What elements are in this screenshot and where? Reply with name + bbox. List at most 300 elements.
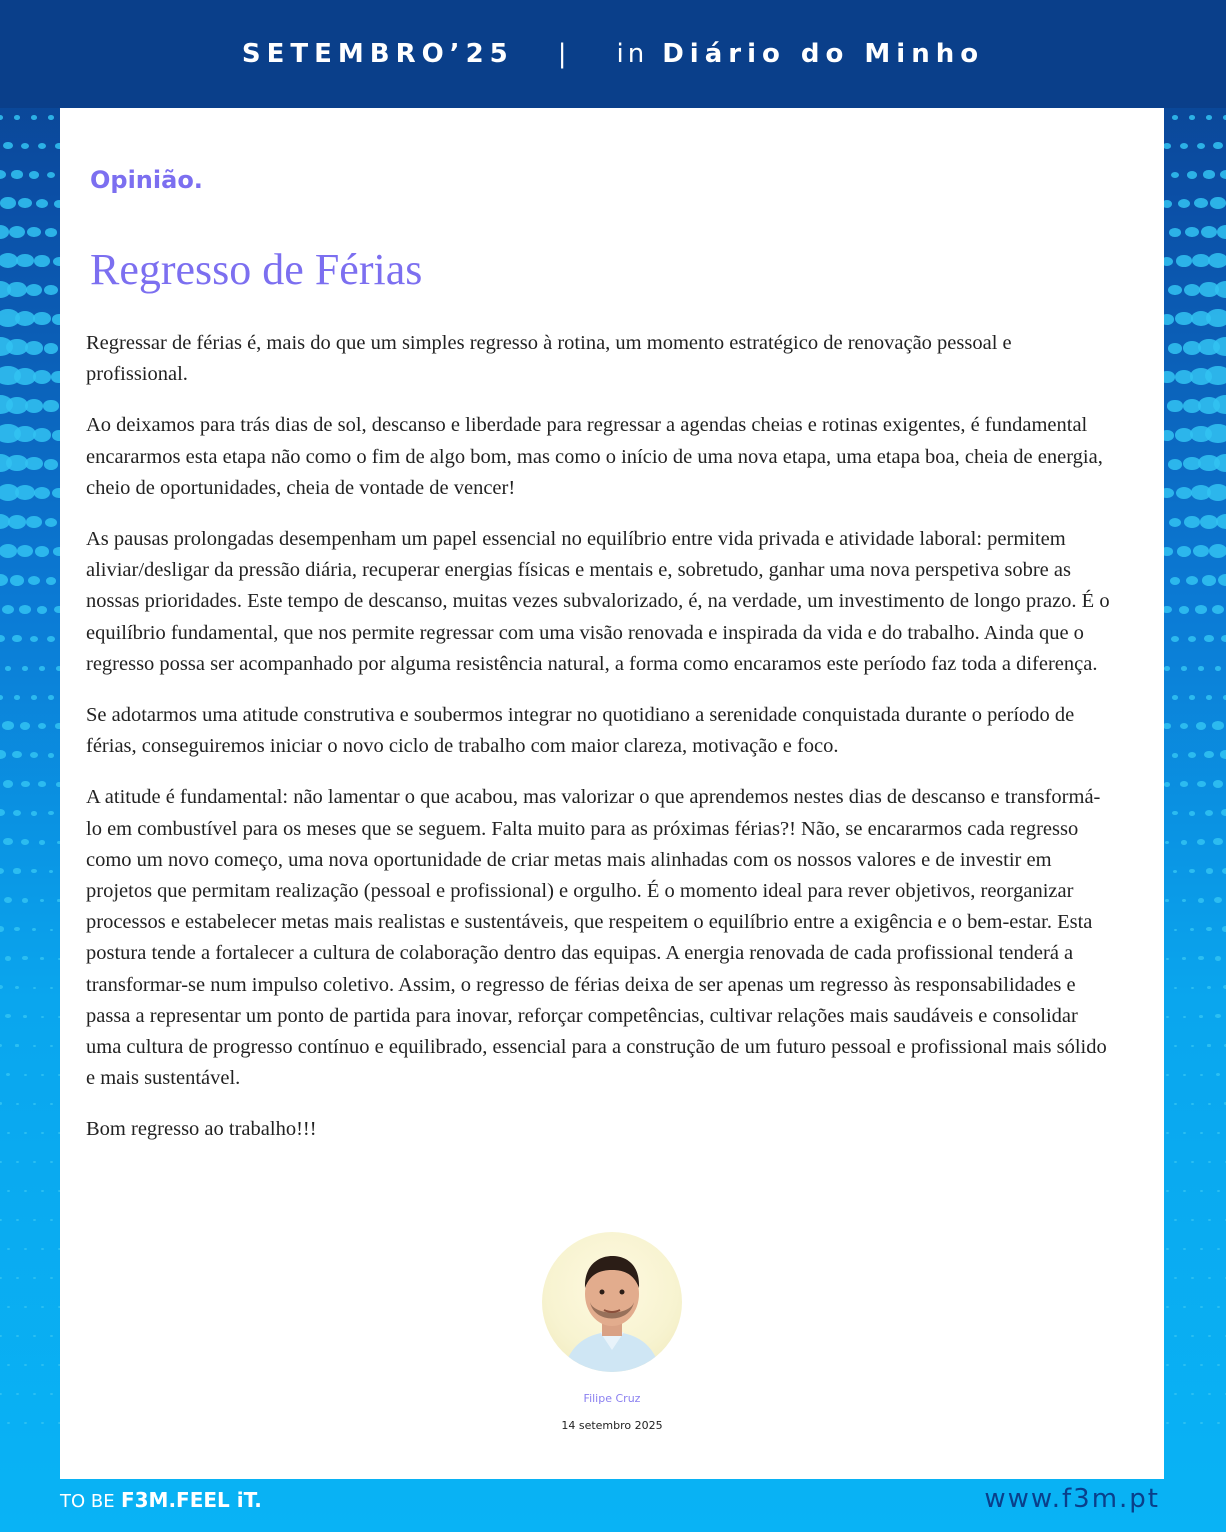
pattern-dot bbox=[2, 721, 14, 730]
pattern-dot bbox=[41, 1190, 44, 1192]
pattern-dot bbox=[39, 840, 45, 845]
pattern-dot bbox=[25, 341, 43, 355]
pattern-dot bbox=[50, 1277, 53, 1279]
pattern-dot bbox=[41, 1074, 44, 1076]
pattern-dot bbox=[1194, 198, 1208, 208]
pattern-dot bbox=[1184, 284, 1201, 296]
pattern-dot bbox=[1166, 1422, 1169, 1424]
pattern-dot bbox=[0, 926, 4, 931]
pattern-dot bbox=[22, 956, 27, 960]
pattern-dot bbox=[33, 1045, 36, 1047]
pattern-dot bbox=[26, 284, 43, 296]
pattern-dot bbox=[41, 1016, 44, 1018]
pattern-dot bbox=[0, 544, 17, 558]
pattern-dot bbox=[0, 574, 8, 586]
pattern-dot bbox=[1183, 1132, 1186, 1134]
pattern-dot bbox=[45, 518, 58, 528]
pattern-dot bbox=[26, 516, 42, 528]
header-separator: | bbox=[557, 39, 573, 69]
pattern-dot bbox=[1175, 428, 1193, 442]
pattern-dot bbox=[1215, 666, 1222, 671]
pattern-dot bbox=[21, 781, 30, 788]
pattern-dot bbox=[49, 870, 53, 873]
pattern-dot bbox=[31, 115, 37, 120]
pattern-dot bbox=[1164, 257, 1173, 267]
pattern-dot bbox=[7, 1248, 10, 1250]
pattern-dot bbox=[0, 1277, 2, 1279]
pattern-dot bbox=[1204, 635, 1213, 642]
pattern-dot bbox=[48, 811, 53, 815]
pattern-dot bbox=[37, 606, 47, 614]
pattern-dot bbox=[1203, 170, 1214, 178]
pattern-dot bbox=[50, 1219, 53, 1221]
pattern-dot bbox=[1217, 1364, 1220, 1366]
pattern-dot bbox=[21, 143, 30, 150]
publish-date: 14 setembro 2025 bbox=[561, 1419, 663, 1432]
pattern-dot bbox=[1183, 1016, 1186, 1018]
pattern-dot bbox=[1207, 986, 1211, 989]
pattern-dot bbox=[1198, 956, 1203, 960]
tagline-prefix: TO BE bbox=[60, 1491, 115, 1512]
pattern-dot bbox=[1200, 515, 1218, 529]
pattern-dot bbox=[1197, 143, 1206, 150]
pattern-dot bbox=[1190, 928, 1194, 931]
pattern-dot bbox=[1217, 1248, 1220, 1250]
pattern-dot bbox=[24, 1422, 27, 1424]
pattern-dot bbox=[50, 987, 53, 989]
pattern-dot bbox=[1189, 869, 1195, 873]
pattern-dot bbox=[36, 199, 48, 208]
pattern-dot bbox=[0, 1044, 2, 1047]
pattern-dot bbox=[1217, 1190, 1220, 1192]
pattern-dot bbox=[1168, 285, 1182, 295]
pattern-dot bbox=[1217, 1306, 1220, 1308]
pattern-dot bbox=[1165, 899, 1168, 902]
pattern-dot bbox=[28, 576, 40, 585]
pattern-dot bbox=[1198, 455, 1219, 471]
pattern-dot bbox=[52, 314, 60, 325]
pattern-dot bbox=[29, 171, 39, 179]
pattern-dot bbox=[1214, 897, 1222, 903]
pattern-dot bbox=[43, 400, 58, 411]
pattern-dot bbox=[1182, 957, 1186, 960]
pattern-dot bbox=[1215, 956, 1222, 961]
pattern-dot bbox=[38, 723, 47, 730]
pattern-dot bbox=[35, 546, 49, 557]
pattern-dot bbox=[34, 487, 51, 500]
pattern-dot bbox=[1200, 1132, 1203, 1134]
pattern-dot bbox=[1216, 1073, 1220, 1076]
pattern-dot bbox=[1165, 841, 1170, 845]
pattern-dot bbox=[1206, 868, 1213, 873]
pattern-dot bbox=[41, 1364, 44, 1366]
pattern-dot bbox=[2, 605, 15, 615]
pattern-dot bbox=[48, 115, 54, 120]
pattern-dot bbox=[1193, 545, 1209, 557]
pattern-dot bbox=[40, 899, 45, 903]
pattern-dot bbox=[16, 1103, 19, 1105]
pattern-dot bbox=[7, 1364, 10, 1366]
pattern-dot bbox=[15, 1044, 18, 1046]
pattern-dot bbox=[1174, 1219, 1177, 1221]
pattern-dot bbox=[1175, 312, 1193, 325]
pattern-dot bbox=[16, 1219, 19, 1221]
pattern-dot bbox=[1164, 200, 1172, 208]
pattern-dot bbox=[1220, 750, 1226, 758]
pattern-dot bbox=[18, 198, 32, 208]
pattern-dot bbox=[1183, 399, 1202, 413]
pattern-dot bbox=[1206, 927, 1212, 931]
pattern-dot bbox=[1208, 253, 1226, 268]
article-title: Regresso de Férias bbox=[90, 245, 423, 294]
pattern-dot bbox=[1183, 1306, 1186, 1308]
pattern-dot bbox=[20, 722, 30, 730]
pattern-dot bbox=[27, 227, 41, 237]
pattern-dot bbox=[1174, 1161, 1177, 1163]
pattern-dot bbox=[1222, 868, 1226, 874]
pattern-dot bbox=[1212, 605, 1225, 615]
pattern-dot bbox=[1164, 606, 1172, 613]
pattern-dot bbox=[1208, 1161, 1211, 1163]
pattern-dot bbox=[1168, 459, 1182, 470]
pattern-dot bbox=[17, 545, 33, 557]
pattern-dot bbox=[47, 172, 56, 179]
pattern-dot bbox=[39, 666, 45, 671]
pattern-dot bbox=[16, 254, 34, 267]
article-paragraph: Se adotarmos uma atitude construtiva e soubermos integrar no quotidiano a serenidade conquistada durante o período de férias, conseguiremos iniciar o novo ciclo de trabalho com maior clareza, motivação e foco. bbox=[86, 704, 1075, 758]
pattern-dot bbox=[22, 898, 28, 903]
pattern-dot bbox=[1174, 987, 1177, 989]
pattern-dot bbox=[33, 428, 51, 442]
pattern-dot bbox=[1176, 487, 1193, 500]
pattern-dot bbox=[1191, 987, 1194, 989]
pattern-dot bbox=[1172, 753, 1179, 758]
pattern-dot bbox=[6, 1073, 10, 1076]
pattern-dot bbox=[1189, 115, 1195, 120]
pattern-dot bbox=[1199, 282, 1219, 297]
pattern-dot bbox=[1180, 143, 1188, 149]
pattern-dot bbox=[7, 1190, 10, 1192]
author-block bbox=[60, 1232, 1164, 1432]
pattern-dot bbox=[46, 577, 57, 585]
pattern-dot bbox=[1198, 898, 1204, 903]
pattern-dot bbox=[0, 115, 3, 120]
pattern-dot bbox=[1173, 870, 1177, 873]
pattern-dot bbox=[33, 1103, 36, 1105]
pattern-dot bbox=[1183, 457, 1201, 470]
pattern-dot bbox=[41, 1306, 44, 1308]
pattern-dot bbox=[15, 986, 19, 989]
pattern-dot bbox=[1164, 666, 1170, 671]
pattern-dot bbox=[0, 1219, 2, 1221]
pattern-dot bbox=[1197, 781, 1206, 788]
tagline-brand: F3M.FEEL iT. bbox=[120, 1488, 262, 1512]
pattern-dot bbox=[30, 752, 38, 758]
pattern-dot bbox=[1210, 197, 1225, 209]
pattern-dot bbox=[5, 666, 12, 671]
pattern-dot bbox=[1172, 811, 1177, 815]
pattern-dot bbox=[38, 781, 46, 787]
pattern-dot bbox=[1174, 1103, 1177, 1105]
pattern-dot bbox=[1205, 810, 1213, 816]
pattern-dot bbox=[50, 929, 53, 931]
pattern-dot bbox=[1213, 838, 1222, 845]
pattern-dot bbox=[1164, 488, 1174, 498]
pattern-dot bbox=[1200, 1364, 1203, 1366]
pattern-dot bbox=[44, 459, 58, 470]
pattern-dot bbox=[1177, 546, 1191, 557]
pattern-dot bbox=[48, 753, 55, 758]
pattern-dot bbox=[1215, 1014, 1220, 1018]
pattern-dot bbox=[47, 636, 55, 642]
pattern-dot bbox=[0, 635, 5, 642]
pattern-dot bbox=[1199, 1015, 1203, 1018]
pattern-dot bbox=[30, 636, 38, 642]
pattern-dot bbox=[1164, 371, 1175, 382]
pattern-dot bbox=[1191, 1103, 1194, 1105]
pattern-dot bbox=[5, 956, 12, 961]
pattern-dot bbox=[1208, 1103, 1211, 1105]
pattern-dot bbox=[1183, 1248, 1186, 1250]
pattern-dot bbox=[1191, 1335, 1194, 1337]
issue-label: SETEMBRO’25 bbox=[241, 39, 514, 69]
pattern-dot bbox=[0, 809, 5, 816]
pattern-dot bbox=[1191, 1393, 1194, 1395]
pattern-dot bbox=[19, 605, 31, 614]
pattern-dot bbox=[12, 751, 22, 758]
pattern-dot bbox=[1185, 227, 1199, 237]
pattern-dot bbox=[1183, 1364, 1186, 1366]
pattern-dot bbox=[23, 1015, 27, 1018]
pattern-dot bbox=[1198, 397, 1220, 414]
pattern-dot bbox=[50, 1103, 53, 1105]
pattern-dot bbox=[13, 810, 21, 816]
pattern-dot bbox=[1175, 370, 1194, 384]
pattern-dot bbox=[1174, 1393, 1177, 1395]
pattern-dot bbox=[1166, 958, 1169, 960]
pattern-dot bbox=[1200, 1306, 1203, 1308]
pattern-dot bbox=[1172, 115, 1178, 120]
article-body bbox=[86, 328, 1116, 1166]
pattern-dot bbox=[1168, 343, 1183, 354]
pattern-dot bbox=[1189, 695, 1195, 700]
pattern-dot bbox=[0, 750, 6, 758]
pattern-dot bbox=[11, 170, 22, 178]
pattern-dot bbox=[41, 1422, 44, 1424]
pattern-dot bbox=[25, 399, 44, 413]
pattern-dot bbox=[1189, 811, 1196, 816]
pattern-dot bbox=[1164, 723, 1171, 728]
pattern-dot bbox=[1207, 1044, 1210, 1046]
pattern-dot bbox=[1181, 666, 1187, 671]
pattern-dot bbox=[1164, 782, 1170, 787]
pattern-dot bbox=[1208, 1219, 1211, 1221]
pattern-dot bbox=[33, 1393, 36, 1395]
pattern-dot bbox=[1200, 1248, 1203, 1250]
pattern-dot bbox=[0, 170, 6, 179]
pattern-dot bbox=[14, 115, 20, 120]
pattern-dot bbox=[33, 1161, 36, 1163]
pattern-dot bbox=[1220, 170, 1226, 179]
publication-name: Diário do Minho bbox=[662, 39, 985, 69]
pattern-dot bbox=[33, 1219, 36, 1221]
pattern-dot bbox=[1200, 1074, 1203, 1076]
author-name: Filipe Cruz bbox=[583, 1392, 641, 1405]
pattern-dot bbox=[1164, 547, 1173, 556]
pattern-dot bbox=[33, 312, 51, 325]
pattern-dot bbox=[1191, 1219, 1194, 1221]
pattern-dot bbox=[5, 1014, 10, 1018]
pattern-dot bbox=[1217, 1422, 1220, 1424]
article-paragraph: Ao deixamos para trás dias de sol, descanso e liberdade para regressar a agendas cheias e rotinas exigentes, é fundamental encararmos esta etapa não como o fim de algo bom, mas como o início de uma nova etapa, uma etapa boa, cheia de energia, cheio de oportunidades, cheia de vontade de vencer! bbox=[86, 414, 1103, 499]
header-bar bbox=[0, 0, 1226, 108]
pattern-dot bbox=[1213, 142, 1222, 149]
pattern-dot bbox=[14, 927, 20, 931]
footer-tagline bbox=[60, 1488, 262, 1512]
pattern-dot bbox=[1217, 225, 1226, 239]
pattern-dot bbox=[1197, 839, 1205, 845]
pattern-dot bbox=[50, 1161, 53, 1163]
pattern-dot bbox=[3, 838, 12, 845]
pattern-dot bbox=[0, 868, 4, 874]
pattern-dot bbox=[41, 1248, 44, 1250]
pattern-dot bbox=[44, 343, 59, 354]
pattern-dot bbox=[33, 1277, 36, 1279]
pattern-dot bbox=[1169, 228, 1181, 237]
pattern-dot bbox=[24, 1364, 27, 1366]
pattern-dot bbox=[1174, 929, 1177, 931]
pattern-dot bbox=[16, 1393, 19, 1395]
pattern-dot bbox=[1222, 926, 1226, 931]
pattern-dot bbox=[1196, 722, 1206, 730]
pattern-dot bbox=[53, 257, 60, 267]
pattern-dot bbox=[1164, 430, 1174, 441]
pattern-dot bbox=[1172, 695, 1178, 700]
pattern-dot bbox=[1181, 840, 1187, 845]
pattern-dot bbox=[1218, 574, 1226, 586]
pattern-dot bbox=[44, 285, 58, 295]
pattern-dot bbox=[1183, 1422, 1186, 1424]
pattern-dot bbox=[1208, 1335, 1211, 1337]
pattern-dot bbox=[1169, 518, 1182, 528]
pattern-dot bbox=[1221, 809, 1226, 816]
pattern-dot bbox=[24, 1190, 27, 1192]
pattern-dot bbox=[25, 457, 43, 470]
article-paragraph: Bom regresso ao trabalho!!! bbox=[86, 1118, 317, 1141]
pattern-dot bbox=[1179, 606, 1189, 614]
pattern-dot bbox=[1204, 751, 1214, 758]
pattern-dot bbox=[16, 1335, 19, 1337]
pattern-dot bbox=[24, 1248, 27, 1250]
pattern-dot bbox=[16, 1277, 19, 1279]
pattern-dot bbox=[1213, 780, 1224, 788]
pattern-dot bbox=[0, 197, 15, 209]
pattern-dot bbox=[1182, 899, 1187, 903]
pattern-dot bbox=[40, 957, 44, 960]
pattern-dot bbox=[4, 897, 12, 903]
website-link[interactable]: www.f3m.pt bbox=[984, 1484, 1160, 1514]
pattern-dot bbox=[41, 1132, 44, 1134]
in-label: in bbox=[616, 39, 649, 69]
pattern-dot bbox=[1212, 721, 1224, 730]
pattern-dot bbox=[1184, 516, 1200, 528]
pattern-dot bbox=[1217, 1132, 1220, 1134]
pattern-dot bbox=[31, 869, 37, 873]
article-paragraph: Regressar de férias é, mais do que um simples regresso à rotina, um momento estratégico de renovação pessoal e profissional. bbox=[86, 332, 1012, 386]
pattern-dot bbox=[38, 143, 46, 149]
pattern-dot bbox=[1190, 368, 1212, 385]
pattern-dot bbox=[1202, 575, 1216, 586]
pattern-dot bbox=[1200, 1190, 1203, 1192]
pattern-dot bbox=[1166, 1306, 1169, 1308]
pattern-dot bbox=[14, 695, 20, 700]
pattern-dot bbox=[1183, 1190, 1186, 1192]
pattern-dot bbox=[52, 430, 60, 441]
pattern-dot bbox=[1208, 1393, 1211, 1395]
pattern-dot bbox=[1166, 1364, 1169, 1366]
article-paragraph: A atitude é fundamental: não lamentar o que acabou, mas valorizar o que aprendemos nestes dias de descanso e transformá-lo em combustível para os meses que se seguem. Falta muito para as próximas férias?! Não, se encararmos cada regresso como um novo começo, uma nova oportunidade de criar metas mais alinhadas com os nossos valores e de investir em projetos que permitam realização (pessoal e profissional) e orgulho. É o momento ideal para rever objetivos, reorganizar processos e estabelecer metas mais realistas e sustentáveis, que respeitem o equilíbrio entre a exigência e o bem-estar. Esta postura tende a fortalecer a cultura de colaboração dentro das equipas. A energia renovada de cada profissional tenderá a transformar-se num impulso coletivo. Assim, o regresso de férias deixa de ser apenas um regresso às responsabilidades e passa a representar um ponto de partida para inovar, reforçar competências, cultivar relações mais saudáveis e consolidar uma cultura de progresso contínuo e equilibrado, essencial para a construção de um futuro pessoal e profissional mais sólido e mais sustentável. bbox=[86, 786, 1107, 1090]
pattern-dot bbox=[34, 255, 49, 267]
pattern-dot bbox=[0, 1335, 2, 1337]
pattern-dot bbox=[33, 370, 52, 384]
pattern-dot bbox=[0, 985, 3, 989]
pattern-dot bbox=[0, 695, 3, 700]
pattern-dot bbox=[1200, 1422, 1203, 1424]
pattern-dot bbox=[1166, 1132, 1169, 1134]
pattern-dot bbox=[1187, 171, 1197, 179]
pattern-dot bbox=[0, 225, 9, 239]
pattern-dot bbox=[50, 1335, 53, 1337]
pattern-dot bbox=[31, 695, 37, 700]
pattern-dot bbox=[22, 666, 28, 671]
pattern-dot bbox=[1191, 485, 1211, 500]
pattern-dot bbox=[24, 1074, 27, 1076]
pattern-dot bbox=[1174, 1045, 1177, 1047]
pattern-dot bbox=[1166, 1248, 1169, 1250]
pattern-dot bbox=[52, 488, 60, 498]
pattern-dot bbox=[1191, 1277, 1194, 1279]
pattern-dot bbox=[13, 868, 20, 873]
pattern-dot bbox=[48, 695, 54, 700]
pattern-dot bbox=[3, 780, 14, 788]
pattern-dot bbox=[1206, 115, 1212, 120]
section-label: Opinião. bbox=[90, 166, 203, 194]
pattern-dot bbox=[16, 1161, 19, 1163]
pattern-dot bbox=[1174, 1335, 1177, 1337]
pattern-dot bbox=[31, 811, 38, 816]
pattern-dot bbox=[9, 226, 25, 238]
pattern-dot bbox=[0, 1161, 2, 1163]
pattern-dot bbox=[1174, 1277, 1177, 1279]
pattern-dot bbox=[1164, 143, 1171, 149]
pattern-dot bbox=[7, 1306, 10, 1308]
author-avatar bbox=[542, 1232, 682, 1372]
pattern-dot bbox=[24, 1306, 27, 1308]
pattern-dot bbox=[1183, 341, 1201, 355]
pattern-dot bbox=[1188, 636, 1196, 642]
pattern-dot bbox=[1170, 577, 1181, 585]
pattern-dot bbox=[1180, 781, 1188, 787]
pattern-dot bbox=[50, 1393, 53, 1395]
pattern-dot bbox=[50, 1045, 53, 1047]
article-card bbox=[60, 108, 1164, 1479]
pattern-dot bbox=[15, 485, 35, 500]
pattern-dot bbox=[21, 839, 29, 845]
pattern-dot bbox=[1186, 576, 1198, 585]
pattern-dot bbox=[0, 1102, 2, 1104]
pattern-dot bbox=[1191, 1161, 1194, 1163]
pattern-dot bbox=[1164, 314, 1174, 325]
